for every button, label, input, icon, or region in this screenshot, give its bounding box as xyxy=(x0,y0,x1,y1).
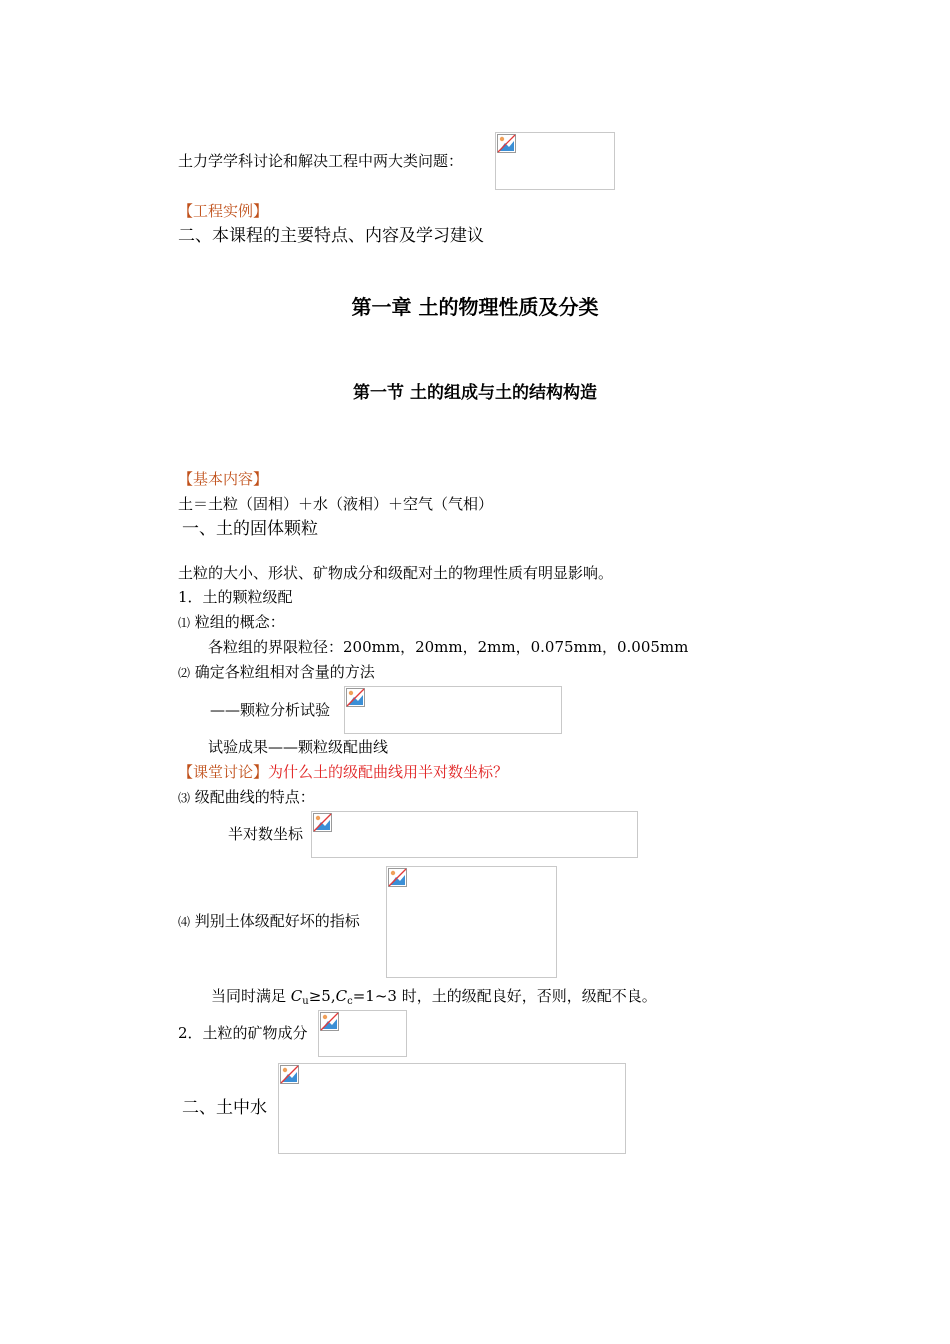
item-2 xyxy=(178,662,375,683)
item-4 xyxy=(178,911,360,932)
image-placeholder xyxy=(495,132,615,190)
criterion-prefix: 当同时满足 xyxy=(211,987,291,1005)
image-placeholder xyxy=(311,811,638,858)
cu-subscript: u xyxy=(302,996,309,1007)
grading-title: 1．土的颗粒级配 xyxy=(178,588,293,606)
item-2-number: ⑵ xyxy=(178,666,191,680)
basic-content-tag: 【基本内容】 xyxy=(178,470,269,488)
influence-text: 土粒的大小、形状、矿物成分和级配对土的物理性质有明显影响。 xyxy=(178,564,614,582)
discussion-tag: 【课堂讨论】 xyxy=(178,763,269,781)
soil-formula: 土＝土粒（固相）＋水（液相）＋空气（气相） xyxy=(178,495,494,513)
cc-symbol: C xyxy=(335,987,348,1005)
section-two-title: 二、本课程的主要特点、内容及学习建议 xyxy=(178,226,484,246)
broken-image-icon xyxy=(313,813,332,832)
item-1-number: ⑴ xyxy=(178,616,191,630)
item-4-number: ⑷ xyxy=(178,915,191,929)
item-2-text: 确定各粒组相对含量的方法 xyxy=(194,663,375,681)
broken-image-icon xyxy=(280,1065,299,1084)
item-3 xyxy=(178,787,315,808)
image-placeholder xyxy=(278,1063,626,1154)
item-3-number: ⑶ xyxy=(178,791,191,805)
broken-image-icon xyxy=(388,868,407,887)
boundary-sizes: 各粒组的界限粒径：200mm，20mm，2mm，0.075mm，0.005mm xyxy=(208,638,689,656)
engineering-examples-tag: 【工程实例】 xyxy=(178,202,269,220)
sieve-test-text: ——颗粒分析试验 xyxy=(210,701,331,719)
image-placeholder xyxy=(386,866,557,978)
water-heading: 二、土中水 xyxy=(182,1098,267,1118)
test-result-text: 试验成果——颗粒级配曲线 xyxy=(208,738,389,756)
semilog-text: 半对数坐标 xyxy=(228,825,304,843)
section-title: 第一节 土的组成与土的结构构造 xyxy=(353,383,597,403)
solids-heading: 一、土的固体颗粒 xyxy=(182,519,318,539)
broken-image-icon xyxy=(497,134,516,153)
grading-criterion xyxy=(211,986,657,1012)
item-3-text: 级配曲线的特点： xyxy=(194,788,315,806)
cu-condition: ≥5, xyxy=(308,987,336,1005)
mineral-title: 2．土粒的矿物成分 xyxy=(178,1024,308,1042)
chapter-title: 第一章 土的物理性质及分类 xyxy=(351,295,599,319)
broken-image-icon xyxy=(346,688,365,707)
cc-condition: =1~3 时，土的级配良好，否则，级配不良。 xyxy=(352,987,657,1005)
item-1-text: 粒组的概念： xyxy=(194,613,285,631)
cc-subscript: c xyxy=(347,996,353,1007)
item-4-text: 判别土体级配好坏的指标 xyxy=(194,912,360,930)
broken-image-icon xyxy=(320,1012,339,1031)
problems-label: 土力学学科讨论和解决工程中两大类问题： xyxy=(178,152,464,170)
image-placeholder xyxy=(344,686,562,734)
discussion-question: 为什么土的级配曲线用半对数坐标？ xyxy=(268,763,509,781)
cu-symbol: C xyxy=(290,987,303,1005)
discussion xyxy=(178,762,508,782)
image-placeholder xyxy=(318,1010,407,1057)
item-1 xyxy=(178,612,285,633)
